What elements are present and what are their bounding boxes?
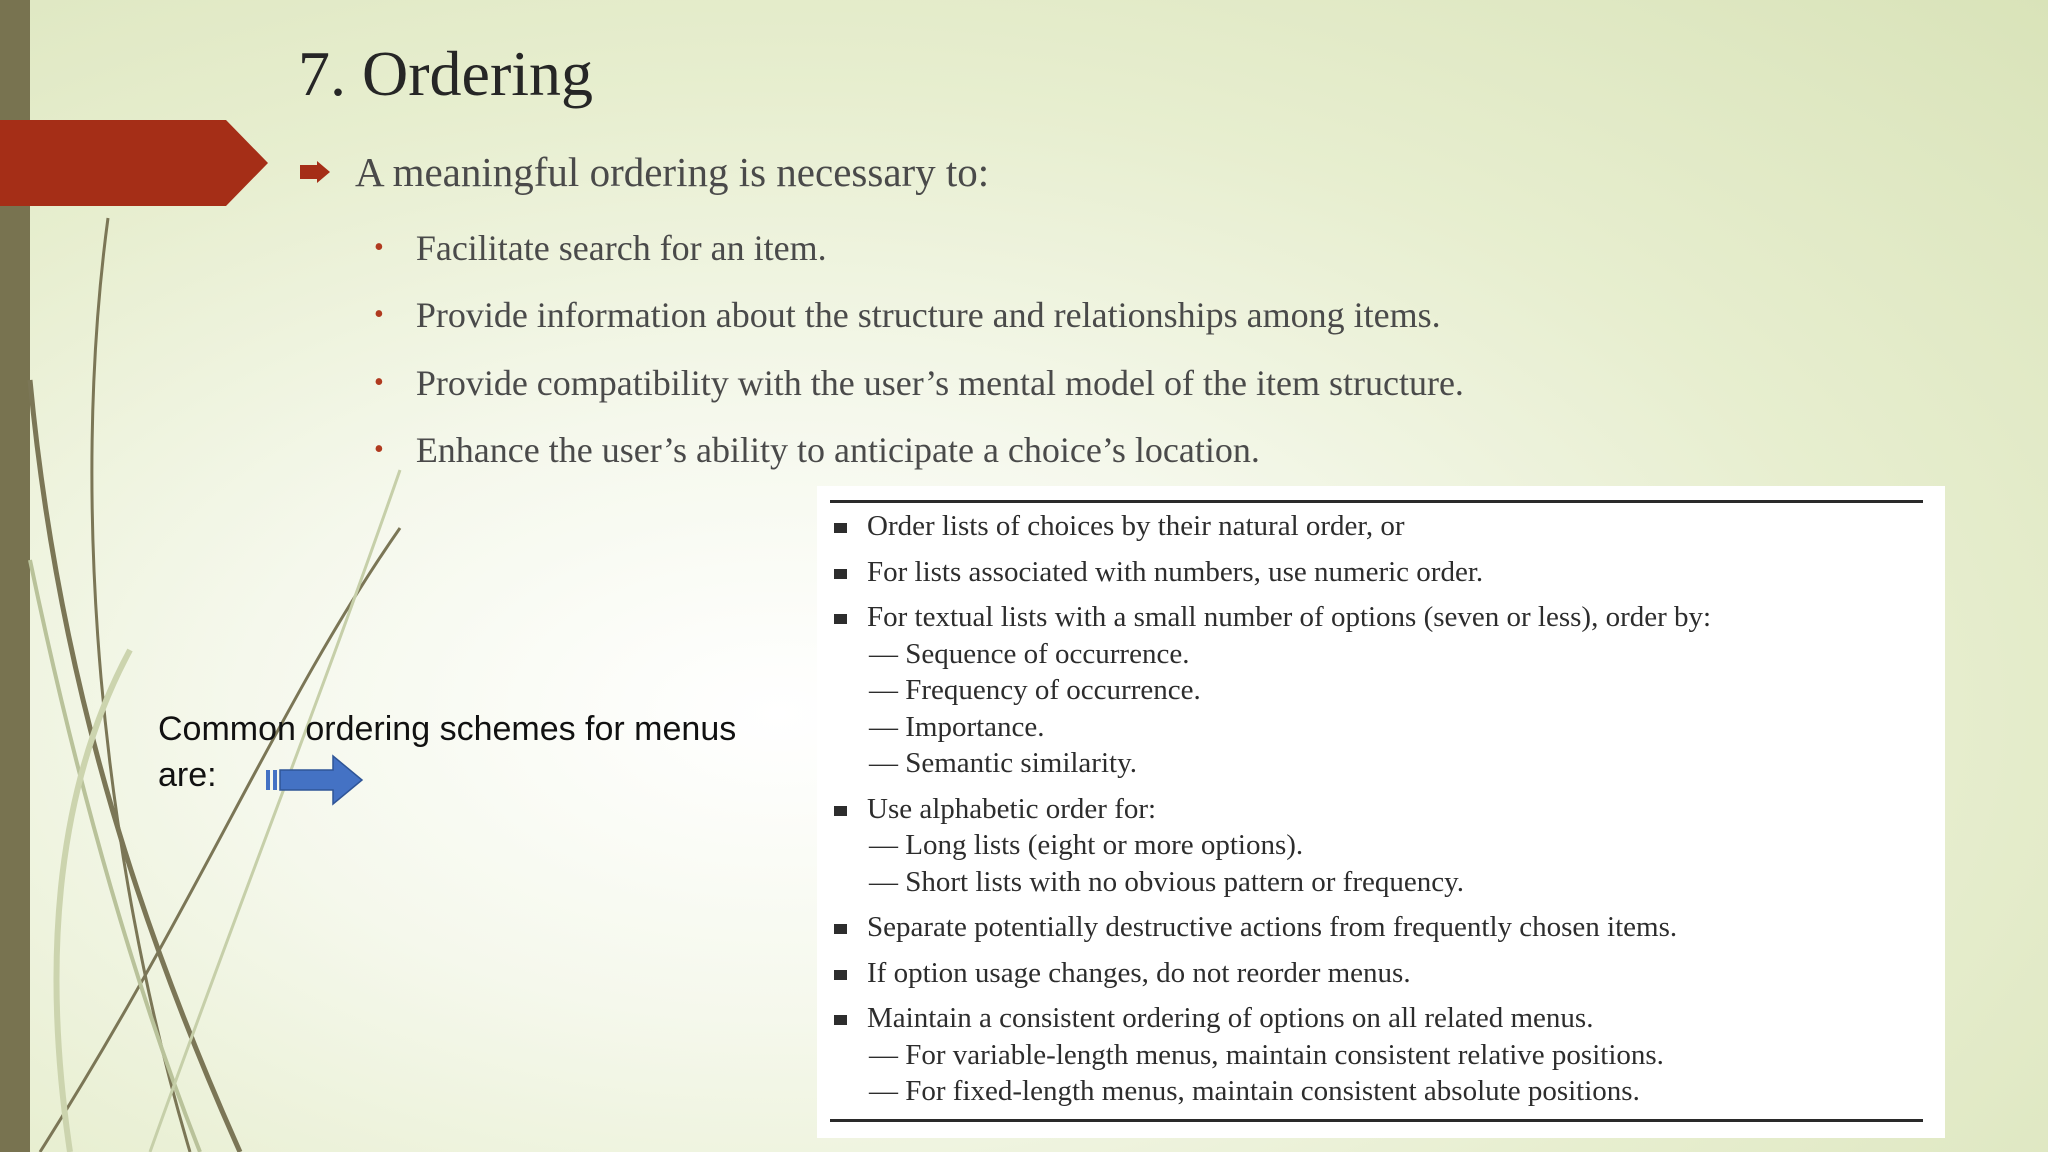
subbullet-item	[374, 417, 1464, 485]
guidelines-list	[817, 508, 1945, 1110]
square-bullet-icon	[834, 523, 847, 533]
guideline-item	[817, 791, 1945, 901]
square-bullet-icon	[834, 569, 847, 579]
guidelines-box	[817, 486, 1945, 1138]
side-caption: Common ordering schemes for menus are:	[158, 710, 737, 794]
title-marker-shape	[0, 120, 268, 206]
subbullet-text: Enhance the user’s ability to anticipate a choice’s location.	[415, 430, 1260, 471]
subbullet-text: Facilitate search for an item.	[415, 227, 827, 268]
guideline-text: For textual lists with a small number of options (seven or less), order by:	[867, 601, 1712, 633]
intro-bullet-row	[300, 148, 989, 196]
bullet-dot-icon: •	[374, 434, 384, 466]
guideline-text: Use alphabetic order for:	[867, 792, 1157, 825]
bottom-rule	[830, 1119, 1923, 1122]
guideline-text: If option usage changes, do not reorder menus.	[867, 956, 1411, 989]
bullet-dot-icon: •	[374, 299, 384, 331]
guideline-text: Separate potentially destructive actions from frequently chosen items.	[867, 911, 1678, 943]
guideline-item	[817, 955, 1945, 992]
subbullet-text: Provide compatibility with the user’s mental model of the item structure.	[415, 362, 1464, 403]
subbullet-item	[374, 349, 1464, 417]
guideline-text: Order lists of choices by their natural order, or	[867, 510, 1405, 542]
red-arrow-bullet-icon	[300, 161, 330, 183]
bullet-dot-icon: •	[374, 231, 384, 263]
intro-text: A meaningful ordering is necessary to:	[355, 149, 990, 195]
blue-right-arrow-icon	[264, 754, 364, 806]
top-rule	[830, 500, 1923, 503]
subbullet-text: Provide information about the structure and relationships among items.	[415, 295, 1441, 336]
square-bullet-icon	[834, 806, 847, 816]
subbullet-list	[374, 214, 1464, 484]
guideline-subitem: — Short lists with no obvious pattern or frequency.	[869, 865, 1464, 898]
guideline-subitem: — Importance.	[869, 710, 1045, 743]
guideline-subitem: — Semantic similarity.	[869, 747, 1137, 779]
square-bullet-icon	[834, 1015, 847, 1025]
guideline-subitem: — Long lists (eight or more options).	[869, 829, 1304, 861]
bullet-dot-icon: •	[374, 366, 384, 398]
guideline-subitem: — For fixed-length menus, maintain consistent absolute positions.	[869, 1075, 1640, 1107]
square-bullet-icon	[834, 924, 847, 934]
guideline-item	[817, 599, 1945, 782]
guideline-item	[817, 508, 1945, 545]
guideline-item	[817, 1000, 1945, 1110]
subbullet-item	[374, 214, 1464, 282]
square-bullet-icon	[834, 970, 847, 980]
guideline-item	[817, 554, 1945, 591]
guideline-subitem: — Sequence of occurrence.	[869, 637, 1190, 670]
subbullet-item	[374, 282, 1464, 350]
guideline-item	[817, 909, 1945, 946]
slide-title: 7. Ordering	[298, 38, 594, 109]
square-bullet-icon	[834, 614, 847, 624]
guideline-text: Maintain a consistent ordering of options on all related menus.	[867, 1002, 1594, 1034]
guideline-subitem: — Frequency of occurrence.	[869, 674, 1201, 706]
guideline-text: For lists associated with numbers, use numeric order.	[867, 555, 1484, 588]
guideline-subitem: — For variable-length menus, maintain consistent relative positions.	[869, 1038, 1664, 1071]
